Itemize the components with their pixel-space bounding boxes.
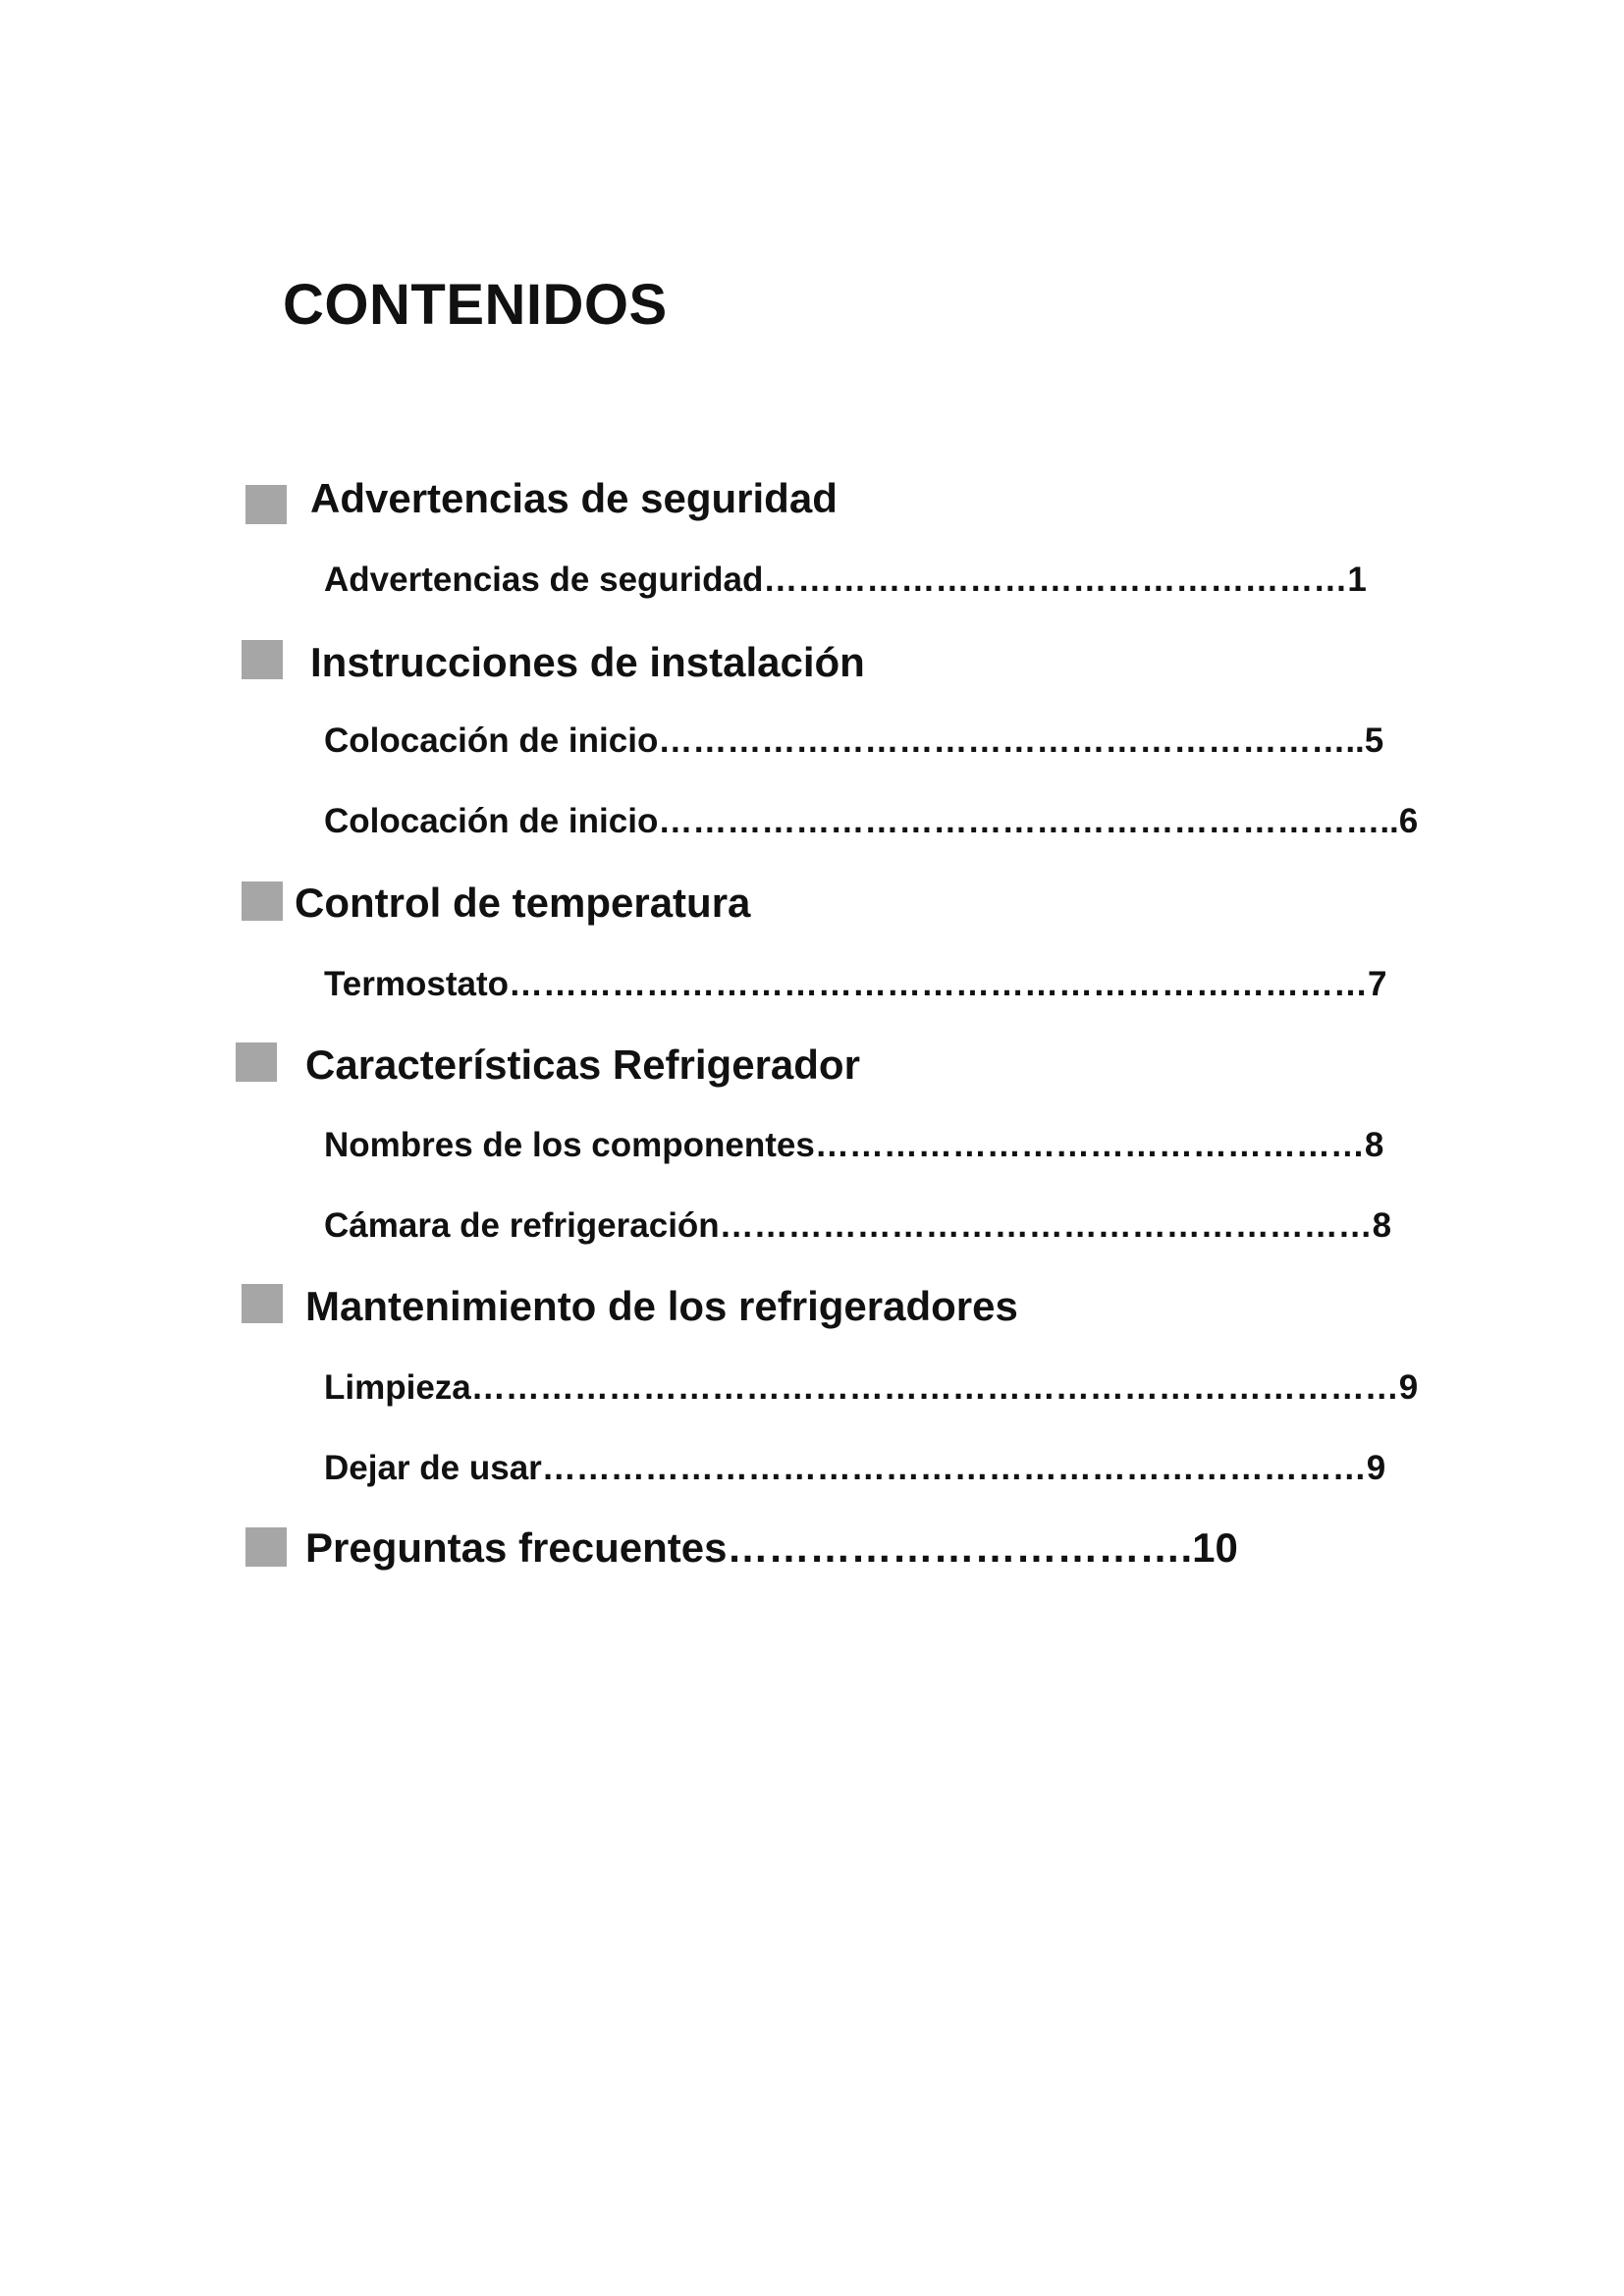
toc-entry-placement-2[interactable]: Colocación de inicio………………………………………………………..6 (324, 802, 1419, 840)
section-marker-icon (245, 1527, 287, 1567)
toc-entry-cleaning[interactable]: Limpieza………………………………………………………………………9 (324, 1368, 1419, 1407)
toc-entry-placement-1[interactable]: Colocación de inicio……………………………………………………..5 (324, 721, 1384, 760)
section-marker-icon (245, 485, 287, 524)
section-heading-safety: Advertencias de seguridad (310, 475, 838, 521)
toc-entry-components[interactable]: Nombres de los componentes…………………………………………8 (324, 1126, 1384, 1164)
toc-entry-stop-using[interactable]: Dejar de usar………………………………………………………………9 (324, 1449, 1386, 1487)
section-marker-icon (242, 881, 283, 921)
page-title: CONTENIDOS (283, 273, 668, 337)
section-heading-installation: Instrucciones de instalación (310, 639, 865, 685)
section-marker-icon (242, 1284, 283, 1323)
section-marker-icon (242, 640, 283, 679)
toc-entry-thermostat[interactable]: Termostato…………………………………………………………………7 (324, 965, 1387, 1003)
section-heading-faq[interactable]: Preguntas frecuentes…………………………….10 (305, 1524, 1238, 1571)
section-heading-features: Características Refrigerador (305, 1041, 860, 1088)
section-marker-icon (236, 1042, 277, 1082)
toc-entry-fridge-chamber[interactable]: Cámara de refrigeración…………………………………………………8 (324, 1206, 1392, 1245)
toc-entry-safety-warnings[interactable]: Advertencias de seguridad……………………………………………1 (324, 561, 1367, 599)
section-heading-temperature: Control de temperatura (295, 880, 751, 926)
section-heading-maintenance: Mantenimiento de los refrigeradores (305, 1283, 1018, 1329)
